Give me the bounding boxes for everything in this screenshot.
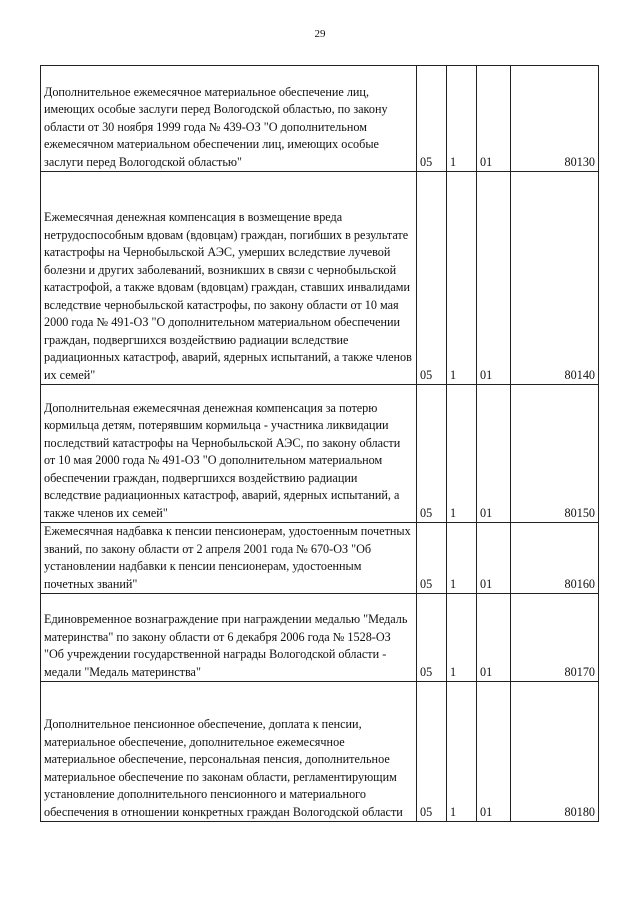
row-description-cell — [41, 172, 417, 385]
article-code: 01 — [477, 385, 511, 523]
row-description-cell — [41, 594, 417, 682]
article-code: 01 — [477, 172, 511, 385]
row-description: Дополнительное пенсионное обеспечение, доплата к пенсии, материальное обеспечение, дополнительное ежемесячное материальное обеспечение, персональная пенсия, дополнительное материальное обеспечение по законам области, регламентирующим установление дополнительного пенсионного и материального обеспечения в отношении конкретных граждан Вологодской области — [44, 717, 403, 819]
subsection-code: 1 — [447, 385, 477, 523]
row-description-cell — [41, 66, 417, 172]
table-row — [41, 172, 599, 385]
target-code: 80150 — [511, 385, 599, 523]
subsection-code: 1 — [447, 523, 477, 594]
budget-table — [40, 65, 599, 822]
section-code: 05 — [417, 594, 447, 682]
row-description-cell — [41, 523, 417, 594]
row-description: Ежемесячная денежная компенсация в возмещение вреда нетрудоспособным вдовам (вдовцам) граждан, погибших в результате катастрофы на Чернобыльской АЭС, умерших вследствие лучевой болезни и других заболеваний, возникших в связи с чернобыльской катастрофой, а также вдовам (вдовцам) граждан, ставших инвалидами вследствие чернобыльской катастрофы, по закону области от 10 мая 2000 года № 491-ОЗ "О дополнительном материальном обеспечении граждан, подвергшихся воздействию радиации вследствие радиационных катастроф, аварий, ядерных испытаний, а также членов их семей" — [44, 210, 412, 382]
table-row — [41, 594, 599, 682]
article-code: 01 — [477, 594, 511, 682]
target-code: 80170 — [511, 594, 599, 682]
target-code: 80160 — [511, 523, 599, 594]
section-code: 05 — [417, 682, 447, 822]
subsection-code: 1 — [447, 682, 477, 822]
article-code: 01 — [477, 682, 511, 822]
target-code: 80130 — [511, 66, 599, 172]
table-row — [41, 385, 599, 523]
target-code: 80180 — [511, 682, 599, 822]
subsection-code: 1 — [447, 594, 477, 682]
row-description: Дополнительная ежемесячная денежная компенсация за потерю кормильца детям, потерявшим кормильца - участника ликвидации последствий катастрофы на Чернобыльской АЭС, по закону области от 10 мая 2000 года № 491-ОЗ "О дополнительном материальном обеспечении граждан, подвергшихся воздействию радиации вследствие радиационных катастроф, аварий, ядерных испытаний, а также членов их семей" — [44, 400, 401, 520]
section-code: 05 — [417, 385, 447, 523]
row-description: Ежемесячная надбавка к пенсии пенсионерам, удостоенным почетных званий, по закону области от 2 апреля 2001 года № 670-ОЗ "Об установлении надбавки к пенсии пенсионерам, удостоенным почетных званий" — [44, 524, 411, 591]
table-row — [41, 682, 599, 822]
subsection-code: 1 — [447, 66, 477, 172]
table-row — [41, 66, 599, 172]
page-number: 29 — [314, 28, 326, 40]
row-description-cell — [41, 682, 417, 822]
section-code: 05 — [417, 172, 447, 385]
target-code: 80140 — [511, 172, 599, 385]
row-description: Единовременное вознаграждение при награждении медалью "Медаль материнства" по закону области от 6 декабря 2006 года № 1528-ОЗ "Об учреждении государственной награды Вологодской области - медали "Медаль материнства" — [44, 612, 408, 679]
row-description-cell — [41, 385, 417, 523]
article-code: 01 — [477, 66, 511, 172]
section-code: 05 — [417, 523, 447, 594]
row-description: Дополнительное ежемесячное материальное обеспечение лиц, имеющих особые заслуги перед Вологодской областью, по закону области от 30 ноября 1999 года № 439-ОЗ "О дополнительном ежемесячном материальном обеспечении лиц, имеющих особые заслуги перед Вологодской областью" — [44, 84, 388, 169]
section-code: 05 — [417, 66, 447, 172]
subsection-code: 1 — [447, 172, 477, 385]
table-row — [41, 523, 599, 594]
article-code: 01 — [477, 523, 511, 594]
